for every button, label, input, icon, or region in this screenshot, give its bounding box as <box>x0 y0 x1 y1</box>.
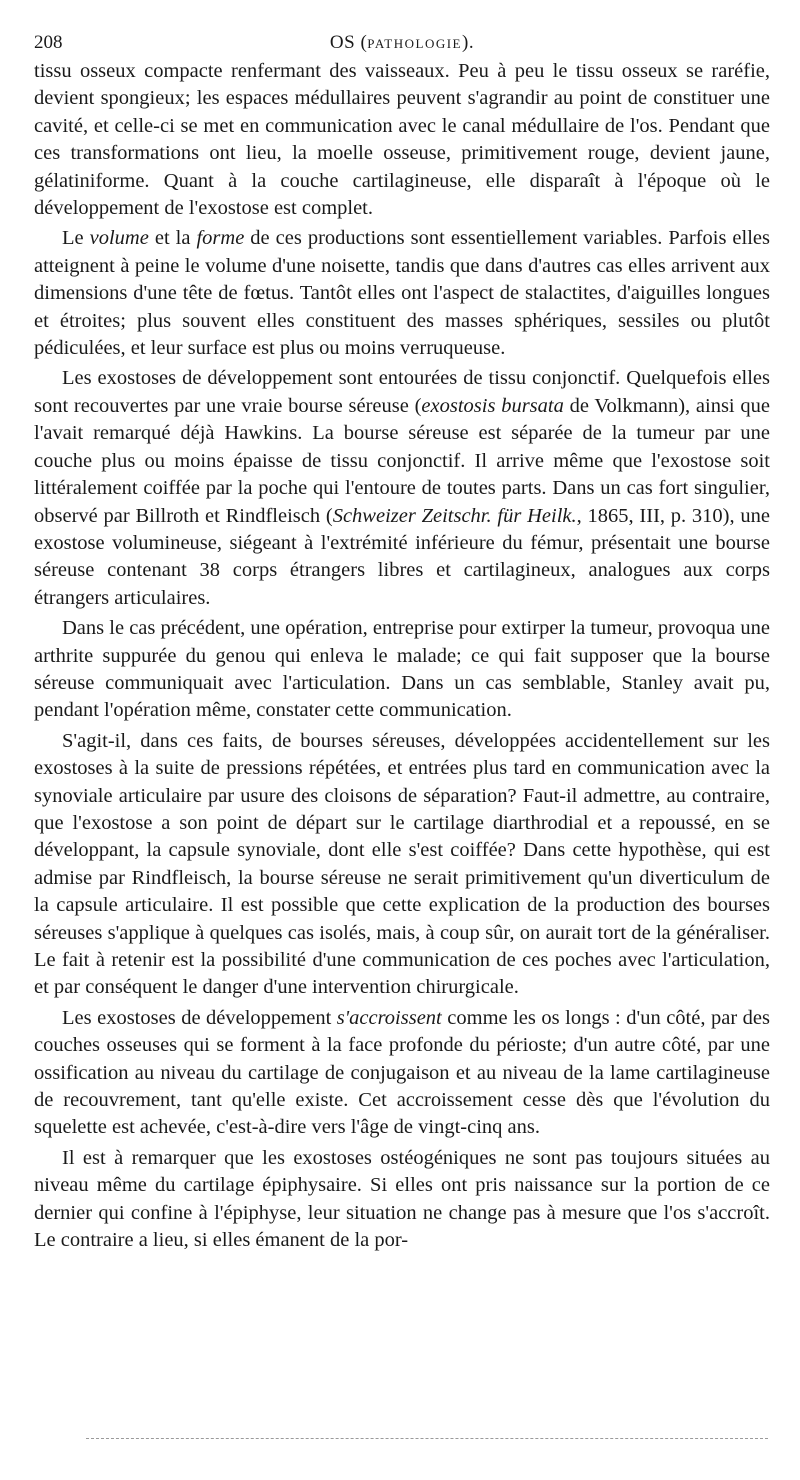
text-run: Les exostoses de développement <box>62 1006 337 1029</box>
running-title <box>34 28 770 59</box>
page-number: 208 <box>34 32 63 53</box>
italic-term: exostosis bursata <box>421 394 564 417</box>
footer-divider <box>86 1438 768 1439</box>
paragraph-cas-precedent <box>34 615 770 725</box>
running-title-close: ). <box>462 32 475 53</box>
body-text <box>34 58 770 1254</box>
paragraph-volume-forme <box>34 225 770 362</box>
running-title-open: ( <box>355 32 368 53</box>
text-run: , 1865, III, p. 310), une exostose volumineuse, siégeant à l'extrémité inférieure du fémur, présentait une bourse séreuse contenant 38 corps étrangers libres et cartilagineux, analogues aux corps étrangers articulaires. <box>34 504 771 609</box>
paragraph-continued <box>34 58 770 222</box>
text-run: de ces productions sont essentiellement variables. Parfois elles atteignent à peine le volume d'une noisette, tandis que dans d'autres cas elles arrivent aux dimensions d'une tête de fœtus. Tantôt elles ont l'aspect de stalactites, d'aiguilles longues et étroites; plus souvent elles constituent des masses sphériques, sessiles ou plutôt pédiculées, et leur surface est plus ou moins verruqueuse. <box>34 227 770 360</box>
running-head <box>34 28 770 58</box>
running-title-sub: PATHOLOGIE <box>367 36 462 51</box>
italic-term: s'accroissent <box>336 1006 442 1029</box>
paragraph-bourse-sereuse <box>34 365 770 612</box>
paragraph-accroissement <box>34 1005 770 1142</box>
text-run: Le <box>62 227 90 250</box>
text-run: comme les os longs : d'un côté, par des couches osseuses qui se forment à la face profonde du périoste; d'un autre côté, par une ossification au niveau du cartilage de conjugaison et au niveau de la lame cartilagineuse de recouvrement, tant qu'elle existe. Cet accroissement cesse dès que l'évolution du squelette est achevée, c'est-à-dire vers l'âge de vingt-cinq ans. <box>34 1006 770 1139</box>
italic-term: forme <box>196 227 245 250</box>
paragraph-situation <box>34 1145 770 1255</box>
italic-term: volume <box>89 227 149 250</box>
text-run: Les exostoses de développement sont entourées de tissu conjonctif. Quelquefois elles sont recouvertes par une vraie bourse séreuse ( <box>34 367 770 417</box>
running-title-main: OS <box>329 32 356 53</box>
text-run: tissu osseux compacte renfermant des vaisseaux. Peu à peu le tissu osseux se raréfie, devient spongieux; les espaces médullaires peuvent s'agrandir au point de constituer une cavité, et celle-ci se met en communication avec le canal médullaire de l'os. Pendant que ces transformations ont lieu, la moelle osseuse, primitivement rouge, devient jaune, gélatiniforme. Quant à la couche cartilagineuse, elle disparaît à l'époque où le développement de l'exostose est complet. <box>34 60 770 220</box>
text-run: Dans le cas précédent, une opération, entreprise pour extirper la tumeur, provoqua une arthrite suppurée du genou qui enleva le malade; ce qui fait supposer que la bourse séreuse communiquait avec l'articulation. Dans un cas semblable, Stanley avait pu, pendant l'opération même, constater cette communication. <box>34 617 770 722</box>
text-run: S'agit-il, dans ces faits, de bourses séreuses, développées accidentellement sur les exostoses à la suite de pressions répétées, et entrées plus tard en communication avec la synoviale articulaire par usure des cloisons de séparation? Faut-il admettre, au contraire, que l'exostose a son point de départ sur le cartilage diarthrodial et a repoussé, en se développant, la capsule synoviale, dont elle s'est coiffée? Dans cette hypothèse, qui est admise par Rindfleisch, la bourse séreuse ne serait primitivement qu'un diverticulum de la capsule articulaire. Il est possible que cette explication de la production des bourses séreuses s'applique à quelques cas isolés, mais, à coup sûr, on aurait tort de la généraliser. Le fait à retenir est la possibilité d'une communication de ces poches avec l'articulation, et par conséquent le danger d'une intervention chirurgicale. <box>34 729 770 999</box>
text-run: de Volkmann), ainsi que l'avait remarqué déjà Hawkins. La bourse séreuse est séparée de la tumeur par une couche plus ou moins épaisse de tissu conjonctif. Il arrive même que l'exostose soit littéralement coiffée par la poche qui l'entoure de toutes parts. Dans un cas fort singulier, observé par Billroth et Rindfleisch ( <box>34 394 770 527</box>
italic-citation: Schweizer Zeitschr. für Heilk. <box>332 504 577 527</box>
paragraph-hypothese <box>34 728 770 1002</box>
text-run: et la <box>148 227 197 250</box>
text-run: Il est à remarquer que les exostoses ostéogéniques ne sont pas toujours situées au niveau même du cartilage épiphysaire. Si elles ont pris naissance sur la portion de ce dernier qui confine à l'épiphyse, leur situation ne change pas à mesure que l'os s'accroît. Le contraire a lieu, si elles émanent de la por- <box>34 1146 770 1252</box>
book-page <box>34 28 770 1254</box>
